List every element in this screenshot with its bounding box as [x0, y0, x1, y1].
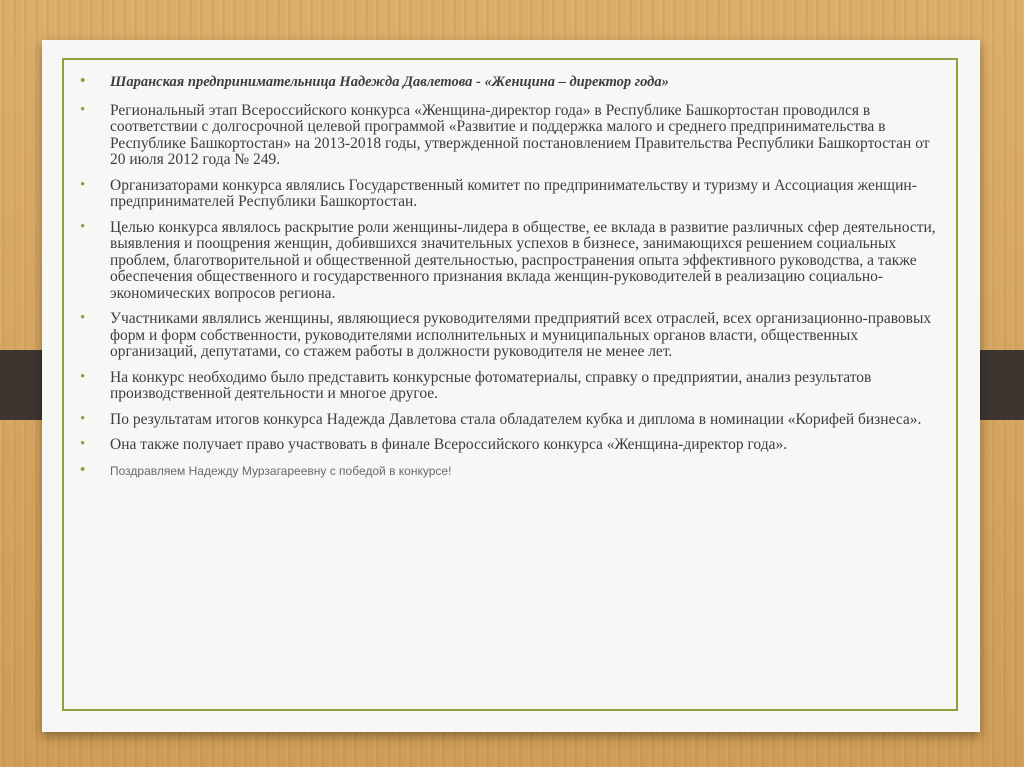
- list-item: [78, 437, 936, 454]
- bullet-icon: •: [80, 436, 86, 452]
- list-item: [78, 178, 936, 211]
- list-item: [78, 370, 936, 403]
- slide-paper: [42, 40, 980, 732]
- paragraph-text: Целью конкурса являлось раскрытие роли женщины-лидера в обществе, ее вклада в развитие различных сфер деятельности, выявления и поощрения женщин, добившихся значительных успехов в бизнесе, занимающихся решением социальных проблем, благотворительной и общественной деятельностью, распространения опыта эффективного руководства, а также обеспечения общественного и государственного признания вклада женщин-руководителей в реализацию социально-экономических вопросов региона.: [110, 218, 936, 302]
- list-item: [78, 103, 936, 169]
- heading-text: Шаранская предпринимательница Надежда Давлетова - «Женщина – директор года»: [110, 74, 669, 90]
- closing-text: Поздравляем Надежду Мурзагареевну с победой в конкурсе!: [110, 463, 452, 478]
- slide-content: [78, 74, 936, 488]
- bullet-icon: •: [80, 310, 86, 326]
- bullet-icon: •: [80, 218, 86, 235]
- slide-frame: [62, 58, 958, 711]
- bullet-icon: •: [80, 410, 86, 427]
- bullet-icon: •: [80, 176, 86, 193]
- bullet-icon: •: [80, 460, 86, 478]
- bullet-icon: •: [80, 73, 86, 89]
- paragraph-text: Организаторами конкурса являлись Государственный комитет по предпринимательству и туризму и Ассоциация женщин-предпринимателей Республики Башкортостан.: [110, 176, 917, 210]
- closing-line: [78, 460, 936, 480]
- slide-heading: [78, 74, 936, 91]
- list-item: [78, 220, 936, 303]
- bullet-icon: •: [80, 101, 86, 118]
- paragraph-text: На конкурс необходимо было представить конкурсные фотоматериалы, справку о предприятии, анализ результатов производственной деятельности и многое другое.: [110, 368, 872, 402]
- bullet-icon: •: [80, 368, 86, 385]
- paragraph-text: Она также получает право участвовать в финале Всероссийского конкурса «Женщина-директор года».: [110, 436, 788, 453]
- paragraph-text: Региональный этап Всероссийского конкурса «Женщина-директор года» в Республике Башкортостан проводился в соответствии с долгосрочной целевой программой «Развитие и поддержка малого и среднего предпринимательства в Республике Башкортостан» на 2013-2018 годы, утвержденной постановлением Правительства Республики Башкортостан от 20 июля 2012 года № 249.: [110, 101, 930, 168]
- list-item: [78, 311, 936, 361]
- paragraph-text: По результатам итогов конкурса Надежда Давлетова стала обладателем кубка и диплома в номинации «Корифей бизнеса».: [110, 410, 922, 428]
- paragraph-text: Участниками являлись женщины, являющиеся руководителями предприятий всех отраслей, всех организационно-правовых форм и форм собственности, руководителями исполнительных и муниципальных органов власти, общественных организаций, депутатами, со стажем работы в должности руководителя не менее лет.: [110, 310, 932, 360]
- list-item: [78, 412, 936, 429]
